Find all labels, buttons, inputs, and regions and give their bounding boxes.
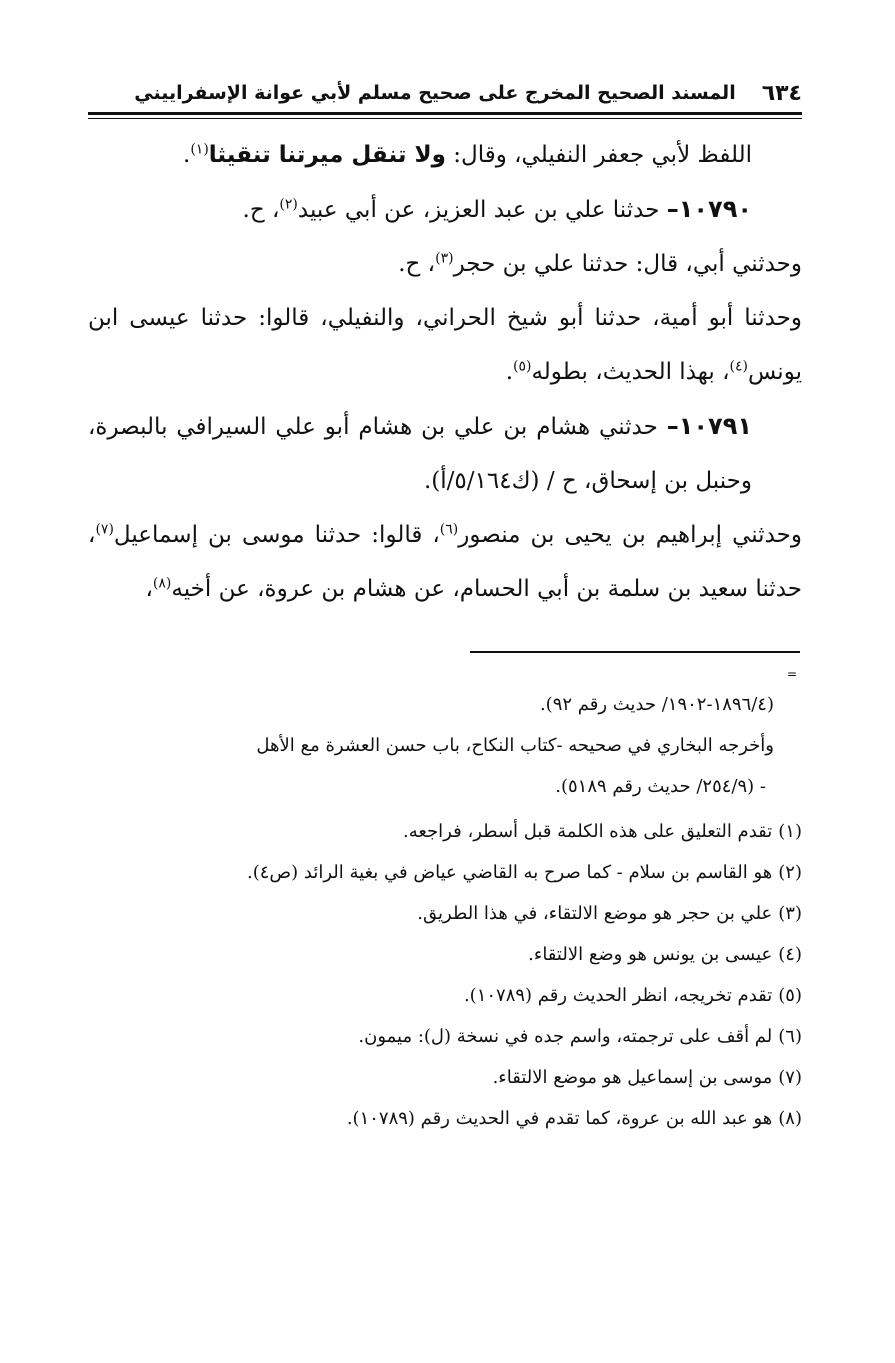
main-text <box>88 128 802 616</box>
footnote-text: تقدم التعليق على هذه الكلمة قبل أسطر، فراجعه. <box>403 821 773 842</box>
footnote-item <box>88 934 802 975</box>
footnote-continuation-line: (١٨٩٦/٤-١٩٠٢/ حديث رقم ٩٢). <box>539 694 774 715</box>
footnote-text: تقدم تخريجه، انظر الحديث رقم (١٠٧٨٩). <box>463 985 773 1006</box>
footnote-text: عيسى بن يونس هو وضع الالتقاء. <box>528 944 773 965</box>
footnote-ref: (٨) <box>152 575 172 592</box>
paragraph-3: وحدثني أبي، قال: حدثنا علي بن حجر$^{(٣)}$، ح. <box>398 250 802 277</box>
paragraph-1: اللفظ لأبي جعفر النفيلي، وقال: ولا تنقل ميرتنا تنقيثا$^{(١)}$. <box>183 141 752 168</box>
footnote-number: (٥) <box>778 985 802 1006</box>
page-header <box>88 76 802 110</box>
footnote-ref: (١) <box>190 141 209 158</box>
hadith-number: ١٠٧٩٠ <box>678 195 752 223</box>
footnote-number: (٨) <box>778 1108 802 1129</box>
header-rule-thick <box>88 112 802 115</box>
paragraph-6: وحدثني إبراهيم بن يحيى بن منصور$^{(٦)}$، قالوا: حدثنا موسى بن إسماعيل$^{(٧)}$، حدثنا سعيد بن سلمة بن أبي الحسام، عن هشام بن عروة، عن أخيه$^{(٨)}$، <box>88 521 802 602</box>
footnote-ref: (٤) <box>729 358 748 375</box>
footnote-number: (٣) <box>778 903 802 924</box>
hadith-10790: ١٠٧٩٠– حدثنا علي بن عبد العزيز، عن أبي عبيد$^{(٢)}$، ح. <box>242 195 752 223</box>
paragraph-4: وحدثنا أبو أمية، حدثنا أبو شيخ الحراني، والنفيلي، قالوا: حدثنا عيسى ابن يونس$^{(٤)}$، بهذا الحديث، بطوله$^{(٥)}$. <box>88 305 802 385</box>
footnote-continuation-mark: = <box>787 667 798 681</box>
footnote-text: هو القاسم بن سلام - كما صرح به القاضي عياض في بغية الرائد (ص٤). <box>246 862 773 883</box>
hadith-dash: – <box>666 195 679 223</box>
footnote-separator <box>470 651 800 653</box>
footnote-item <box>88 975 802 1016</box>
hadith-dash: – <box>666 412 679 440</box>
footnote-number: (٤) <box>778 944 802 965</box>
footnote-item <box>88 852 802 893</box>
footnote-text: علي بن حجر هو موضع الالتقاء، في هذا الطريق. <box>417 903 773 924</box>
page-number: ٦٣٤ <box>761 80 802 106</box>
footnote-number: (٢) <box>778 862 802 883</box>
footnote-continuation-line: - (٢٥٤/٩/ حديث رقم ٥١٨٩). <box>555 776 766 797</box>
footnote-ref: (٣) <box>435 250 454 267</box>
running-title: المسند الصحيح المخرج على صحيح مسلم لأبي عوانة الإسفراييني <box>134 82 736 104</box>
footnote-ref: (٢) <box>279 196 298 213</box>
hadith-10791: ١٠٧٩١– حدثني هشام بن علي بن هشام أبو علي السيرافي بالبصرة، وحنبل بن إسحاق، ح / (ك٥/١٦٤/أ). <box>88 412 752 494</box>
footnotes <box>88 684 802 1139</box>
footnote-text: لم أقف على ترجمته، واسم جده في نسخة (ل): ميمون. <box>358 1026 773 1047</box>
footnote-number: (٧) <box>778 1067 802 1088</box>
footnote-number: (١) <box>778 821 802 842</box>
footnote-number: (٦) <box>778 1026 802 1047</box>
footnote-item <box>88 893 802 934</box>
emphasized-phrase: ولا تنقل ميرتنا تنقيثا <box>208 142 446 168</box>
footnote-ref: (٦) <box>439 521 459 538</box>
footnote-continuation-line: وأخرجه البخاري في صحيحه -كتاب النكاح، باب حسن العشرة مع الأهل <box>256 735 774 756</box>
hadith-number: ١٠٧٩١ <box>678 412 752 440</box>
footnote-item <box>88 1016 802 1057</box>
footnote-ref: (٧) <box>95 521 114 538</box>
header-rule-thin <box>88 118 802 119</box>
footnote-item <box>88 811 802 852</box>
footnote-text: هو عبد الله بن عروة، كما تقدم في الحديث رقم (١٠٧٨٩). <box>346 1108 773 1129</box>
footnote-item <box>88 1057 802 1098</box>
footnote-ref: (٥) <box>513 358 532 375</box>
footnote-item <box>88 1098 802 1139</box>
footnote-text: موسى بن إسماعيل هو موضع الالتقاء. <box>492 1067 773 1088</box>
